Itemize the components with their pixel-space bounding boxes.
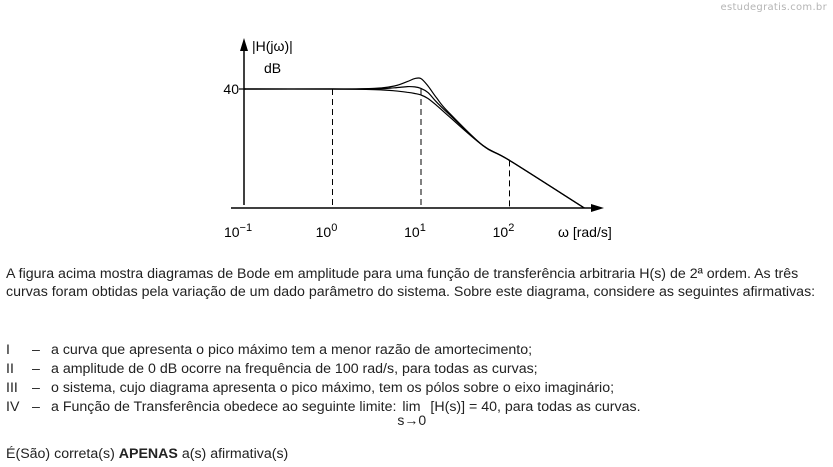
y-tick-label-40: 40 <box>223 81 239 97</box>
ylabel-unit: dB <box>264 60 282 76</box>
limit-symbol: lim <box>402 399 421 415</box>
intro-paragraph: A figura acima mostra diagramas de Bode em amplitude para uma função de transferência arbitraria H(s) de 2ª ordem. As três curvas foram obtidas pela variação de um dado parâmetro do sistema. Sobre este diagrama, considere as seguintes afirmativas: <box>6 266 816 300</box>
statement-1 <box>6 341 828 360</box>
statement-text <box>51 398 828 428</box>
statement-number: I <box>6 342 10 358</box>
curves <box>244 78 584 208</box>
ylabel-magnitude: |H(jω)| <box>252 38 293 54</box>
x-tick-label-3: $10^2$ <box>492 222 515 240</box>
statement-text: o sistema, cujo diagrama apresenta o pico máximo, tem os pólos sobre o eixo imaginário; <box>51 380 615 396</box>
question-prefix: É(São) correta(s) <box>6 446 115 462</box>
y-axis-arrow <box>240 38 248 51</box>
statement-2 <box>6 360 828 379</box>
statement-dash: – <box>32 399 40 415</box>
question-suffix: a(s) afirmativa(s) <box>181 446 289 462</box>
x-axis-arrow <box>591 204 604 212</box>
xlabel: ω [rad/s] <box>558 224 612 240</box>
axes <box>231 38 604 212</box>
statement-text: a amplitude de 0 dB ocorre na frequência de 100 rad/s, para todas as curvas; <box>51 361 538 377</box>
statement-3 <box>6 379 828 398</box>
x-tick-label-2: $10^1$ <box>404 222 426 240</box>
x-tick-exponent: 0 <box>331 222 338 234</box>
reference-lines <box>333 89 510 208</box>
x-tick-exponent: −1 <box>239 222 253 234</box>
statement-dash: – <box>32 342 40 358</box>
statement-4-prefix: a Função de Transferência obedece ao seguinte limite: <box>51 399 397 415</box>
statement-number: III <box>6 380 18 396</box>
x-tick-exponent: 1 <box>419 222 426 234</box>
bode-curve-2 <box>244 87 584 208</box>
bode-curve-3 <box>244 89 584 208</box>
statement-number: IV <box>6 399 20 415</box>
statement-text: a curva que apresenta o pico máximo tem a menor razão de amortecimento; <box>51 342 533 358</box>
x-tick-label-0: $10^{-1}$ <box>223 222 253 240</box>
bode-curve-1 <box>244 78 584 208</box>
limit-subscript: s→0 <box>397 412 427 428</box>
statement-number: II <box>6 361 14 377</box>
question-emphasis: APENAS <box>118 446 178 462</box>
statements-list <box>6 341 828 428</box>
x-tick-exponent: 2 <box>508 222 515 234</box>
limit-expression <box>397 398 430 428</box>
question-prompt <box>6 446 288 462</box>
x-tick-label-1: $10^0$ <box>315 222 338 240</box>
x-tick-labels <box>224 222 514 240</box>
statement-4 <box>6 398 828 428</box>
statement-dash: – <box>32 380 40 396</box>
statement-4-suffix: [H(s)] = 40, para todas as curvas. <box>430 399 641 415</box>
statement-dash: – <box>32 361 40 377</box>
watermark: estudegratis.com.br <box>720 2 827 13</box>
y-axis-labels <box>223 38 292 97</box>
